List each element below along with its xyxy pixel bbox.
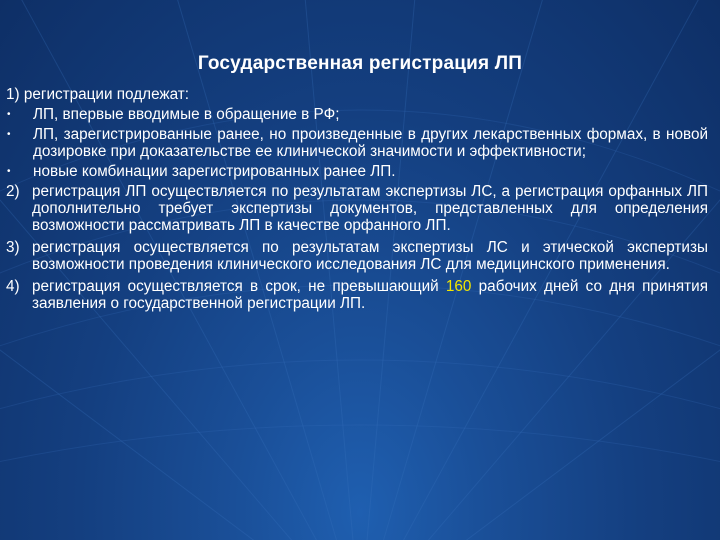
numbered-item-2 xyxy=(6,183,708,234)
slide-body xyxy=(6,86,708,317)
bullet-text: новые комбинации зарегистрированных ранее ЛП. xyxy=(33,163,396,180)
bullet-text: ЛП, впервые вводимые в обращение в РФ; xyxy=(33,106,340,123)
bullet-item xyxy=(6,126,708,160)
bullet-item xyxy=(6,163,708,180)
intro-text: 1) регистрации подлежат: xyxy=(6,86,190,103)
item-number: 2) xyxy=(6,183,20,200)
item-text-start: регистрация осуществляется в срок, не превышающий xyxy=(32,278,446,295)
bullet-icon: • xyxy=(7,109,11,120)
item-text xyxy=(32,278,708,312)
bullet-text: ЛП, зарегистрированные ранее, но произведенные в других лекарственных формах, в новой дозировке при доказательстве ее клинической значимости и эффективности; xyxy=(33,126,708,160)
item-text-end: рабочих дней со дня принятия заявления о государственной регистрации ЛП. xyxy=(32,278,709,312)
numbered-item-3 xyxy=(6,239,708,273)
slide-title: Государственная регистрация ЛП xyxy=(197,53,523,74)
bullet-icon: • xyxy=(7,129,11,140)
item-number: 3) xyxy=(6,239,20,256)
highlighted-days: 160 xyxy=(445,278,472,295)
intro-line xyxy=(6,86,708,103)
bullet-item xyxy=(6,106,708,123)
numbered-item-4 xyxy=(6,278,708,312)
item-text: регистрация ЛП осуществляется по результатам экспертизы ЛС, а регистрация орфанных ЛП дополнительно требует экспертизы документов, представленных для определения возможности рассматривать ЛП в качестве орфанного ЛП. xyxy=(32,183,708,234)
item-number: 4) xyxy=(6,278,20,295)
item-text: регистрация осуществляется по результатам экспертизы ЛС и этической экспертизы возможности проведения клинического исследования ЛС для медицинского применения. xyxy=(32,239,708,273)
bullet-icon: • xyxy=(7,166,11,177)
